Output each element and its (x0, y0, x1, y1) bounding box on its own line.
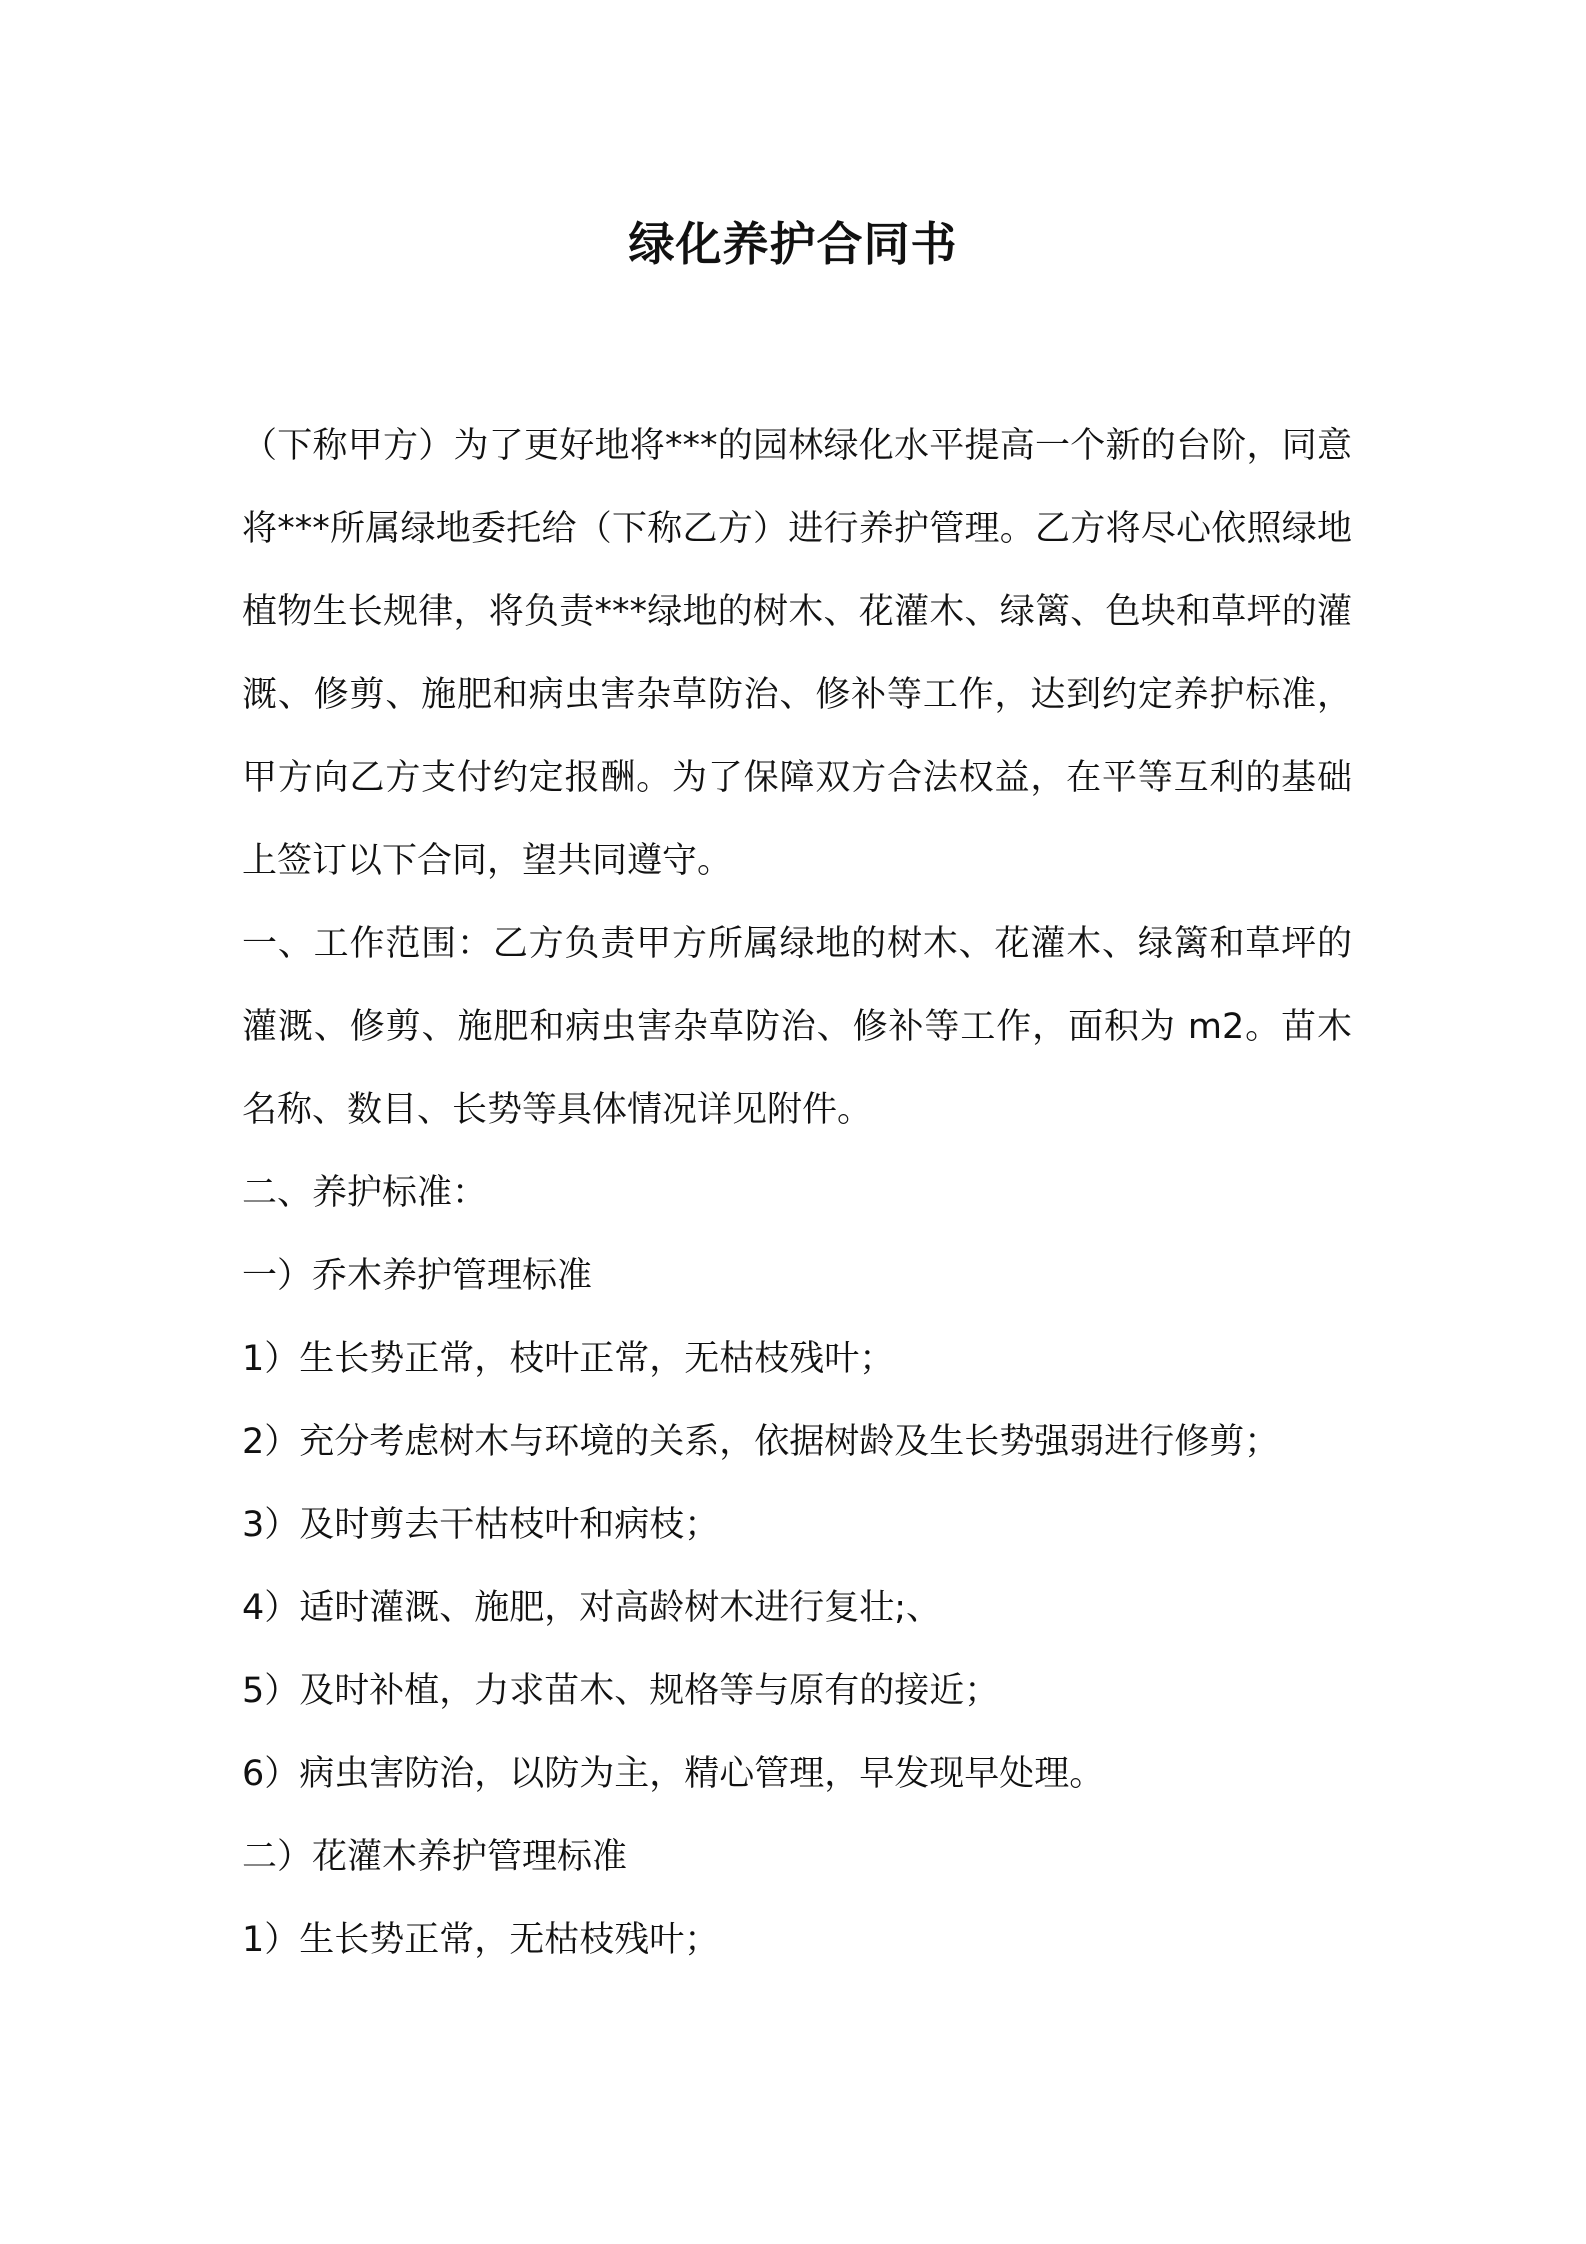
document-body (242, 405, 1352, 1982)
intro-paragraph: （下称甲方）为了更好地将***的园林绿化水平提高一个新的台阶，同意将***所属绿地委托给（下称乙方）进行养护管理。乙方将尽心依照绿地植物生长规律，将负责***绿地的树木、花灌木、绿篱、色块和草坪的灌溉、修剪、施肥和病虫害杂草防治、修补等工作，达到约定养护标准，甲方向乙方支付约定报酬。为了保障双方合法权益，在平等互利的基础上签订以下合同，望共同遵守。 (242, 426, 1352, 881)
tree-standard-item-1: 1）生长势正常，枝叶正常，无枯枝残叶； (242, 1339, 895, 1379)
tree-standard-item-4: 4）适时灌溉、施肥，对高龄树木进行复壮;、 (242, 1588, 942, 1628)
standards-heading: 二、养护标准： (242, 1173, 488, 1213)
shrub-standard-item-1: 1）生长势正常，无枯枝残叶； (242, 1920, 720, 1960)
tree-standard-item-3: 3）及时剪去干枯枝叶和病枝； (242, 1505, 720, 1545)
tree-standards-heading: 一）乔木养护管理标准 (242, 1256, 593, 1296)
document-title: 绿化养护合同书 (628, 217, 958, 271)
tree-standard-item-5: 5）及时补植，力求苗木、规格等与原有的接近； (242, 1671, 1000, 1711)
tree-standard-item-2: 2）充分考虑树木与环境的关系，依据树龄及生长势强弱进行修剪； (242, 1422, 1280, 1462)
tree-standard-item-6: 6）病虫害防治，以防为主，精心管理，早发现早处理。 (242, 1754, 1105, 1794)
shrub-standards-heading: 二）花灌木养护管理标准 (242, 1837, 628, 1877)
scope-paragraph: 一、工作范围：乙方负责甲方所属绿地的树木、花灌木、绿篱和草坪的灌溉、修剪、施肥和病虫害杂草防治、修补等工作，面积为 m2。苗木名称、数目、长势等具体情况详见附件。 (242, 924, 1352, 1130)
